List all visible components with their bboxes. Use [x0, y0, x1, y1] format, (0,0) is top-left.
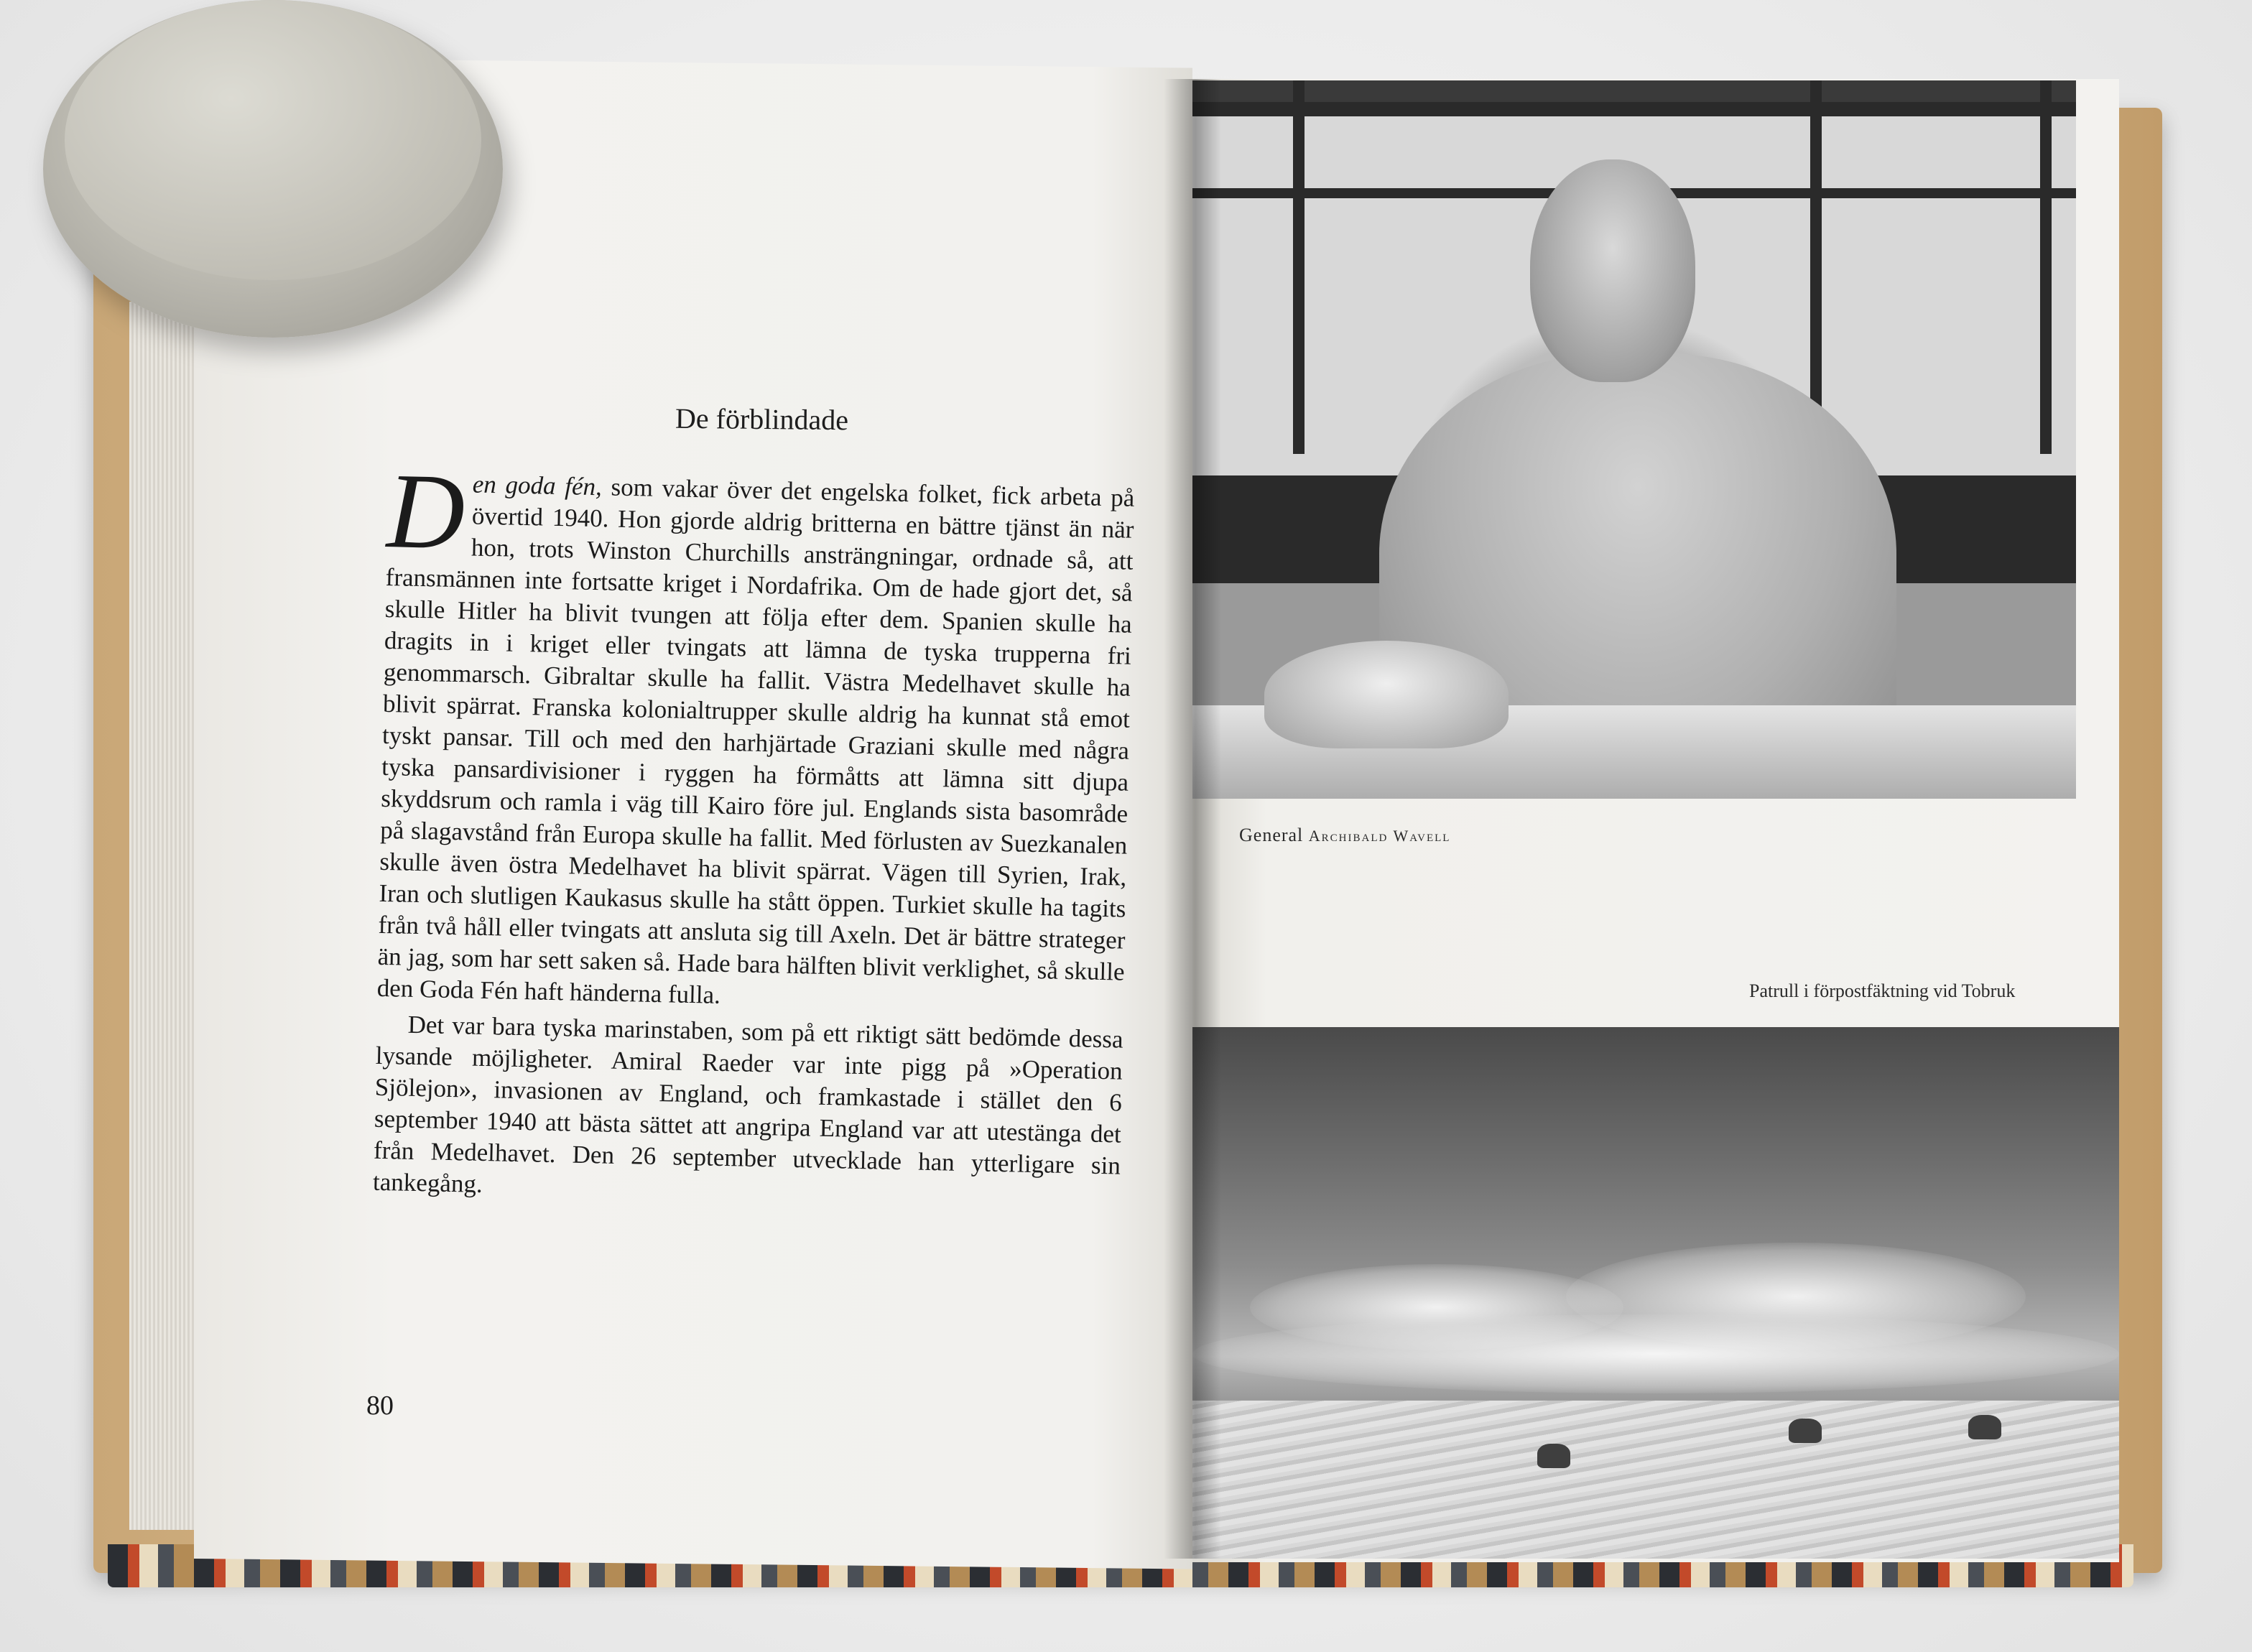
person-head [1530, 159, 1695, 382]
page-number: 80 [366, 1391, 394, 1421]
caption-portrait [1239, 825, 1450, 846]
caption-desert: Patrull i förpostfäktning vid Tobruk [1749, 980, 2016, 1001]
soldier [1789, 1419, 1822, 1443]
caption-portrait-name: Archibald Wavell [1308, 827, 1451, 845]
military-cap [1264, 641, 1509, 748]
stone-weight [43, 0, 503, 338]
cloud [1192, 1314, 2119, 1393]
desert-photo [1192, 1027, 2119, 1559]
caption-portrait-prefix: General [1239, 825, 1309, 845]
window-frame [2040, 80, 2052, 454]
book-spine [1164, 79, 1221, 1559]
window-frame [1810, 80, 1822, 454]
soldier [1537, 1444, 1570, 1468]
paragraph-2: Det var bara tyska marinstaben, som på ett riktigt sätt bedömde dessa lysande möjligheter. Amiral Raeder var inte pigg på »Operation Sjölejon», invasionen av England, och framkastade i stället den 6 september 1940 att bästa sättet att angripa England var att utestänga det från Medelhavet. Den 26 september utvecklade han ytterligare sin tankegång. [372, 1010, 1123, 1198]
body-text [372, 451, 1135, 1214]
window-frame [1293, 80, 1305, 454]
stone-top [65, 0, 481, 280]
chapter-title: De förblindade [675, 402, 849, 437]
paragraph-1 [376, 451, 1135, 1020]
italic-lead: en goda fén, [472, 470, 603, 501]
soldier [1968, 1415, 2001, 1439]
dropcap: D [385, 451, 466, 572]
portrait-photo [1192, 80, 2076, 799]
window-frame [1192, 102, 2076, 116]
paragraph-1-text: som vakar över det engelska folket, fick arbeta på övertid 1940. Hon gjorde aldrig britterna en bättre tjänst än när hon, trots Winston Churchills ansträngningar, ordnade så, att fransmännen inte fortsatte kriget i Nordafrika. Om de hade gjort det, så skulle Hitler ha blivit tvungen att följa efter dem. Spanien skulle ha dragits in i kriget eller tvingats att lämna de tyska trupperna fri genommarsch. Gibraltar skulle ha fallit. Västra Medelhavet skulle ha blivit spärrat. Franska kolonialtrupper skulle aldrig ha kunnat stå emot tyskt pansar. Till och med den harhjärtade Graziani skulle med några tyska pansardivisioner i ryggen ha förmåtts att lämna sitt djupa skyddsrum och ramla i väg till Kairo före jul. Englands sista basområde på slagavstånd från Europa skulle ha fallit. Med förlusten av Suezkanalen skulle även östra Medelhavet ha blivit spärrat. Vägen till Syrien, Irak, Iran och slutligen Kaukasus skulle ha stått öppen. Turkiet skulle ha tagits från två håll eller tvingats att ansluta sig till Axeln. Det är bättre strateger än jag, som har sett saken så. Hade bara hälften blivit verklighet, så skulle den Goda Fén haft händerna fulla. [376, 473, 1135, 1009]
